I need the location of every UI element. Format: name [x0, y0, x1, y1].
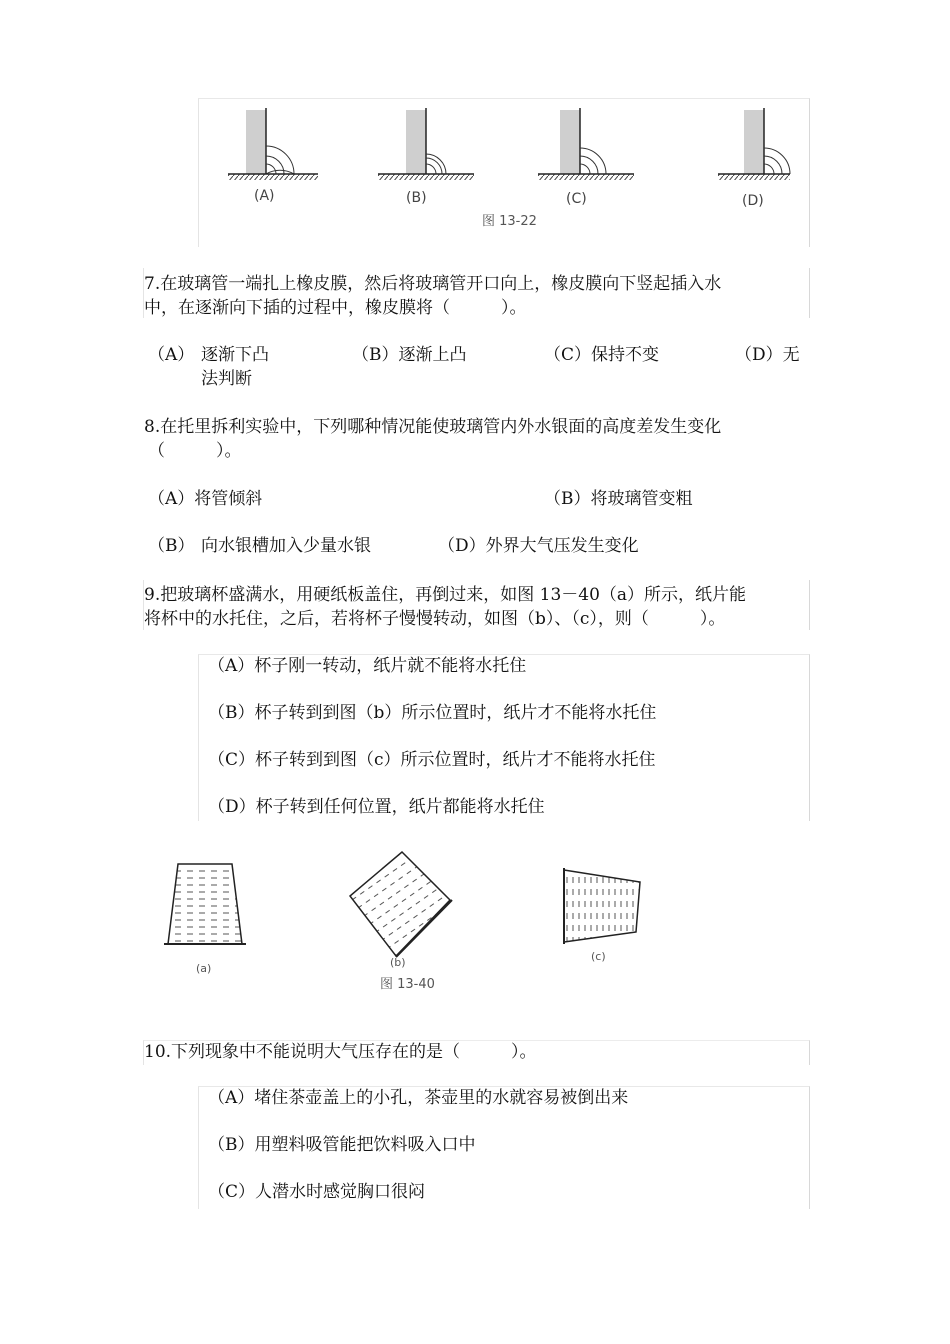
q10-option-a: （A）堵住茶壶盖上的小孔，茶壶里的水就容易被倒出来	[208, 1088, 629, 1108]
q7-option-c: （C）保持不变	[544, 345, 660, 365]
q7-option-a-text: 逐渐下凸	[201, 345, 269, 365]
figure-13-22-panel-a	[228, 108, 318, 204]
q8-option-c-text: 向水银槽加入少量水银	[201, 536, 371, 556]
q8-option-c-label: （B）	[148, 536, 195, 556]
q8-option-b: （B）将玻璃管变粗	[544, 489, 693, 509]
figure-13-40-label-c: (c)	[591, 950, 606, 963]
q9-option-a: （A）杯子刚一转动，纸片就不能将水托住	[208, 656, 527, 676]
q10-option-b: （B）用塑料吸管能把饮料吸入口中	[208, 1135, 476, 1155]
figure-13-22-label-d: (D)	[742, 193, 764, 209]
q8-option-d: （D）外界大气压发生变化	[438, 536, 639, 556]
q9-stem-line2: 将杯中的水托住，之后，若将杯子慢慢转动，如图（b）、（c），则（ ）。	[144, 609, 726, 629]
q7-option-b: （B）逐渐上凸	[352, 345, 467, 365]
q9-stem-line1: 9.把玻璃杯盛满水，用硬纸板盖住，再倒过来，如图 13－40（a）所示，纸片能	[144, 585, 747, 605]
q7-option-a-text-cont: 法判断	[201, 369, 252, 389]
q10-stem: 10.下列现象中不能说明大气压存在的是（ ）。	[144, 1042, 537, 1062]
q9-option-c: （C）杯子转到到图（c）所示位置时，纸片才不能将水托住	[208, 750, 656, 770]
q9-option-b: （B）杯子转到到图（b）所示位置时，纸片才不能将水托住	[208, 703, 657, 723]
figure-13-40-panel-a	[164, 864, 246, 975]
figure-13-40-label-b: (b)	[390, 956, 406, 969]
q10-option-c: （C）人潜水时感觉胸口很闷	[208, 1182, 426, 1202]
q7-option-d: （D）无	[735, 345, 800, 365]
figure-13-22-panel-b	[378, 108, 474, 206]
figure-13-22-panel-c	[538, 108, 634, 207]
q7-stem-line2: 中，在逐渐向下插的过程中，橡皮膜将（ ）。	[144, 298, 527, 318]
q7-option-a-label: （A）	[148, 345, 195, 365]
q8-stem-line2: （ ）。	[148, 441, 242, 461]
q7-stem-line1: 7.在玻璃管一端扎上橡皮膜，然后将玻璃管开口向上，橡皮膜向下竖起插入水	[144, 274, 722, 294]
figure-13-40-panel-b	[350, 852, 452, 969]
figure-13-22-caption: 图 13-22	[482, 214, 537, 229]
figure-13-22-label-c: (C)	[566, 191, 587, 207]
q9-option-d: （D）杯子转到任何位置，纸片都能将水托住	[208, 797, 545, 817]
q8-option-a: （A）将管倾斜	[148, 489, 263, 509]
figure-13-22-label-a: (A)	[254, 188, 275, 204]
figure-13-40-label-a: (a)	[196, 962, 212, 975]
figure-13-22-label-b: (B)	[406, 190, 427, 206]
figure-13-40-panel-c	[564, 868, 640, 963]
q8-stem-line1: 8.在托里拆利实验中，下列哪种情况能使玻璃管内外水银面的高度差发生变化	[144, 417, 722, 437]
figure-13-40	[150, 840, 670, 1000]
figure-13-22-panel-d	[718, 108, 790, 209]
figure-13-40-caption: 图 13-40	[380, 977, 435, 992]
figure-13-22	[198, 98, 810, 248]
